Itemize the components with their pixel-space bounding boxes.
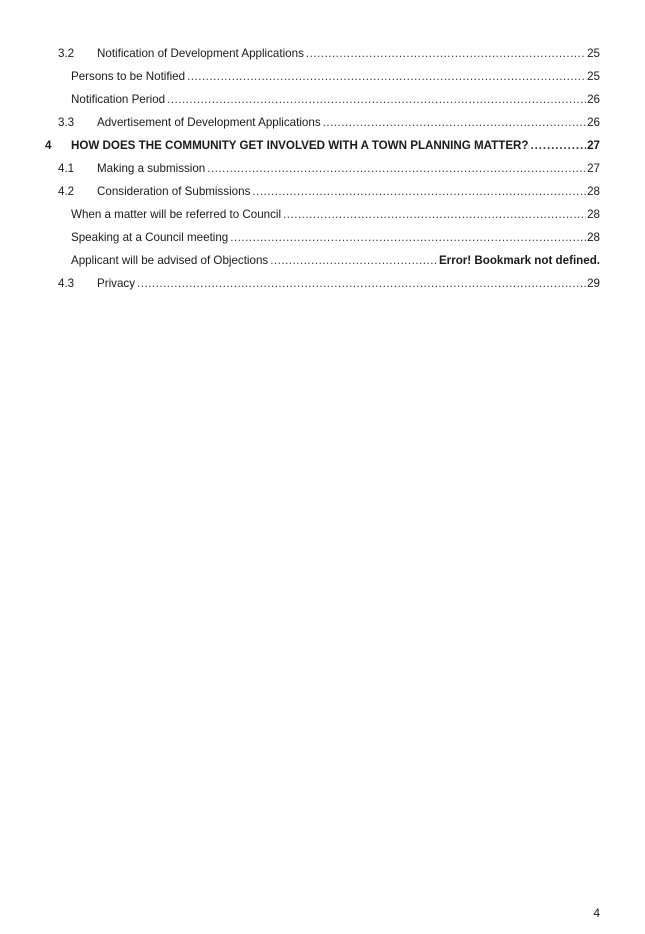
toc-entry-page: 25 — [587, 47, 600, 60]
toc-bookmark-error: Error! Bookmark not defined. — [438, 254, 600, 267]
toc-entry-number: 4.3 — [58, 277, 75, 290]
toc-chapter-entry[interactable] — [0, 135, 645, 158]
toc-entry-page: 25 — [587, 70, 600, 83]
toc-entry[interactable] — [0, 66, 645, 89]
toc-entry[interactable] — [0, 227, 645, 250]
toc-entry-title: Privacy — [97, 277, 136, 290]
toc-entry-page: 27 — [587, 162, 600, 175]
toc-entry-page: 26 — [587, 93, 600, 106]
toc-entry-title: When a matter will be referred to Council — [71, 208, 282, 221]
toc-entry-page: 28 — [587, 208, 600, 221]
toc-entry-page: 26 — [587, 116, 600, 129]
toc-entry-title: Speaking at a Council meeting — [71, 231, 229, 244]
toc-entry-title: HOW DOES THE COMMUNITY GET INVOLVED WITH A TOWN PLANNING MATTER? — [71, 139, 529, 152]
toc-entry-page: 29 — [587, 277, 600, 290]
toc-entry[interactable] — [0, 112, 645, 135]
toc-entry-title: Notification of Development Applications — [97, 47, 304, 60]
toc-entry-number: 3.3 — [58, 116, 75, 129]
toc-entry-title: Applicant will be advised of Objections — [71, 254, 269, 267]
toc-entry-title: Notification Period — [71, 93, 166, 106]
toc-entry[interactable] — [0, 43, 645, 66]
toc-entry[interactable] — [0, 273, 645, 296]
dot-leader — [230, 231, 586, 245]
toc-entry-number: 4 — [45, 139, 52, 152]
dot-leader — [137, 277, 586, 291]
toc-entry[interactable] — [0, 89, 645, 112]
toc-entry-title: Consideration of Submissions — [97, 185, 251, 198]
toc-entry-page: 28 — [587, 231, 600, 244]
toc-entry-page: 28 — [587, 185, 600, 198]
toc-entry-title: Persons to be Notified — [71, 70, 186, 83]
toc-entry[interactable] — [0, 158, 645, 181]
toc-entry[interactable] — [0, 204, 645, 227]
toc-entry-number: 4.2 — [58, 185, 75, 198]
toc-entry-title: Advertisement of Development Applications — [97, 116, 321, 129]
page-number: 4 — [593, 906, 600, 920]
toc-entry[interactable] — [0, 181, 645, 204]
toc-entry-number: 4.1 — [58, 162, 75, 175]
toc-entry-number: 3.2 — [58, 47, 75, 60]
toc-entry[interactable] — [0, 250, 645, 273]
table-of-contents — [0, 43, 645, 296]
dot-leader — [207, 162, 586, 176]
dot-leader — [187, 70, 586, 84]
dot-leader — [306, 47, 586, 61]
dot-leader — [283, 208, 586, 222]
toc-entry-page: 27 — [587, 139, 600, 152]
dot-leader — [531, 139, 587, 153]
dot-leader — [270, 254, 438, 268]
toc-entry-title: Making a submission — [97, 162, 206, 175]
dot-leader — [323, 116, 586, 130]
dot-leader — [167, 93, 586, 107]
dot-leader — [252, 185, 586, 199]
